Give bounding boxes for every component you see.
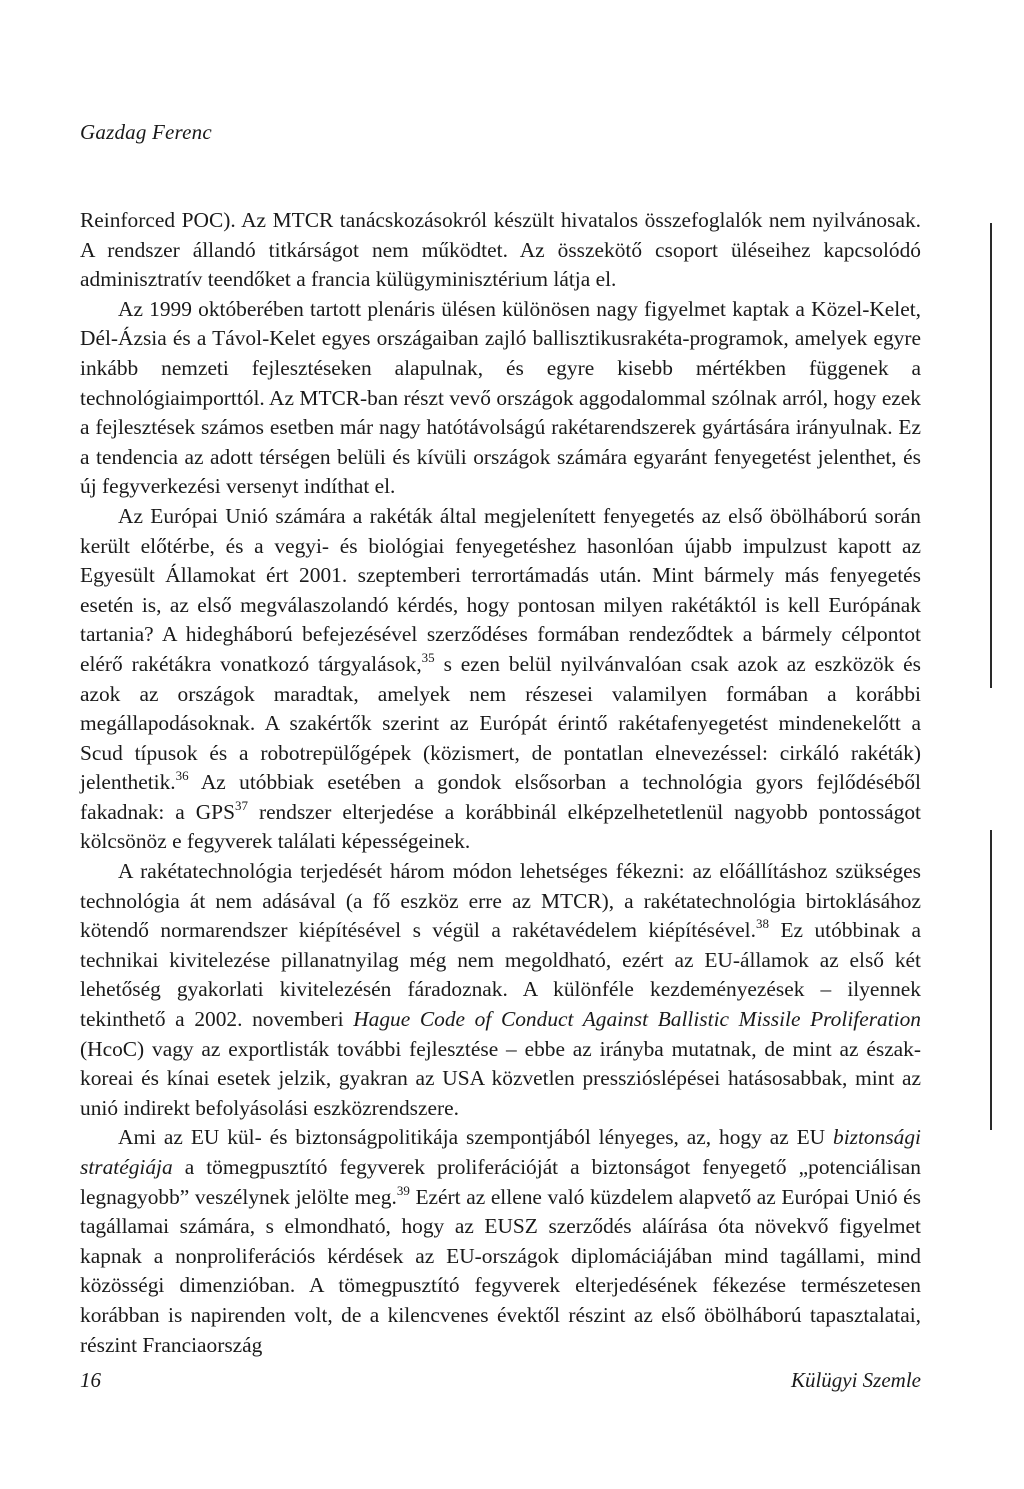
footnote-ref-35[interactable]: 35 (421, 649, 435, 665)
paragraph-4-text-b: Ez utóbbinak a technikai kivitelezése pillanatnyilag még nem megoldható, ezért az EU-államok az első két lehetőség gyakorlati kivitelezésén fáradoznak. A különféle kezdeményezések – ilyennek tekinthető a 2002. novemberi (80, 918, 921, 1032)
paragraph-3 (80, 502, 921, 857)
paragraph-4-text-c: (HcoC) vagy az exportlisták további fejlesztése – ebbe az irányba mutatnak, de mint az észak-koreai és kínai esetek jelzik, gyakran az USA közvetlen presszióslépései hatásosabbak, mint az unió indirekt befolyásolási eszközrendszere. (80, 1036, 921, 1120)
footnote-ref-39[interactable]: 39 (396, 1182, 410, 1198)
paragraph-5-text-c: Ezért az ellene való küzdelem alapvető az Európai Unió és tagállamai számára, s elmondható, hogy az EUSZ szerződés aláírása óta növekvő figyelmet kapnak a nonproliferációs kérdések az EU-országok diplomáciájában mind tagállami, mind közösségi dimenzióban. A tömegpusztító fegyverek elterjedésének fékezése természetesen korábban is napirenden volt, de a kilencvenes évektől részint az első öbölháború tapasztalatai, részint Franciaország (80, 1184, 921, 1357)
paragraph-3-text-b: s ezen belül nyilvánvalóan csak azok az eszközök és azok az országok maradtak, amelyek nem részesei valamilyen formában a korábbi megállapodásoknak. A szakértők szerint az Európát érintő rakétafenyegetést mindenekelőtt a Scud típusok és a robotrepülőgépek (közismert, de pontatlan elnevezéssel: cirkáló rakéták) jelenthetik. (80, 651, 921, 795)
security-strategy-term: biztonsági stratégiája (80, 1125, 921, 1179)
paragraph-5-text-b: a tömegpusztító fegyverek proliferációját a biztonságot fenyegető „potenciálisan legnagyobb” veszélynek jelölte meg. (80, 1155, 921, 1209)
footnote-ref-37[interactable]: 37 (234, 797, 248, 813)
paragraph-4-text-a: A rakétatechnológia terjedését három módon lehetséges fékezni: az előállításhoz szükséges technológia át nem adásával (a fő eszköz erre az MTCR), a rakétatechnológia birtoklásához kötendő normarendszer kiépítésével s végül a rakétavédelem kiépítésével. (80, 859, 921, 943)
article-body (80, 206, 921, 1360)
paragraph-3-text-c: Az utóbbiak esetében a gondok elsősorban a technológia gyors fejlődéséből fakadnak: a GPS (80, 770, 921, 824)
margin-rule-lower (990, 830, 992, 1130)
paragraph-4 (80, 857, 921, 1123)
running-head-author: Gazdag Ferenc (80, 120, 212, 144)
paragraph-1 (80, 206, 921, 295)
hague-code-title: Hague Code of Conduct Against Ballistic Missile Proliferation (353, 1007, 921, 1032)
paragraph-5 (80, 1123, 921, 1360)
paragraph-1-text: Reinforced POC). Az MTCR tanácskozásokról készült hivatalos összefoglalók nem nyilvánosak. A rendszer állandó titkárságot nem működtet. Az összekötő csoport üléseihez kapcsolódó adminisztratív teendőket a francia külügyminisztérium látja el. (80, 208, 921, 292)
paragraph-3-text-a: Az Európai Unió számára a rakéták által megjelenített fenyegetés az első öbölháború során került előtérbe, és a vegyi- és biológiai fenyegetéshez hasonlóan újabb impulzust kapott az Egyesült Államokat ért 2001. szeptemberi terrortámadás után. Mint bármely más fenyegetés esetén is, az első megválaszolandó kérdés, hogy pontosan milyen rakétáktól is kell Európának tartania? A hidegháború befejezésével szerződéses formában rendeződtek a bármely célpontot elérő rakétákra vonatkozó tárgyalások, (80, 503, 921, 676)
paragraph-2 (80, 295, 921, 502)
journal-name: Külügyi Szemle (790, 1368, 921, 1392)
paragraph-3-text-d: rendszer elterjedése a korábbinál elképzelhetetlenül nagyobb pontosságot kölcsönöz e fegyverek találati képességeinek. (80, 799, 921, 854)
page-footer (80, 1368, 921, 1393)
page-number: 16 (80, 1368, 101, 1392)
margin-rule-upper (990, 223, 992, 688)
footnote-ref-38[interactable]: 38 (755, 916, 769, 932)
paragraph-2-text: Az 1999 októberében tartott plenáris ülésen különösen nagy figyelmet kaptak a Közel-Kelet, Dél-Ázsia és a Távol-Kelet egyes országaiban zajló ballisztikusrakéta-programok, amelyek egyre inkább nemzeti fejlesztéseken alapulnak, és egyre kisebb mértékben függenek a technológiaimporttól. Az MTCR-ban részt vevő országok aggodalommal szólnak arról, hogy ezek a fejlesztések számos esetben már nagy hatótávolságú rakétarendszerek gyártására irányulnak. Ez a tendencia az adott térségen belüli és kívüli országok számára egyaránt fenyegetést jelenthet, és új fegyverkezési versenyt indíthat el. (80, 296, 921, 499)
footnote-ref-36[interactable]: 36 (175, 768, 189, 784)
paragraph-5-text-a: Ami az EU kül- és biztonságpolitikája szempontjából lényeges, az, hogy az EU (118, 1125, 834, 1150)
